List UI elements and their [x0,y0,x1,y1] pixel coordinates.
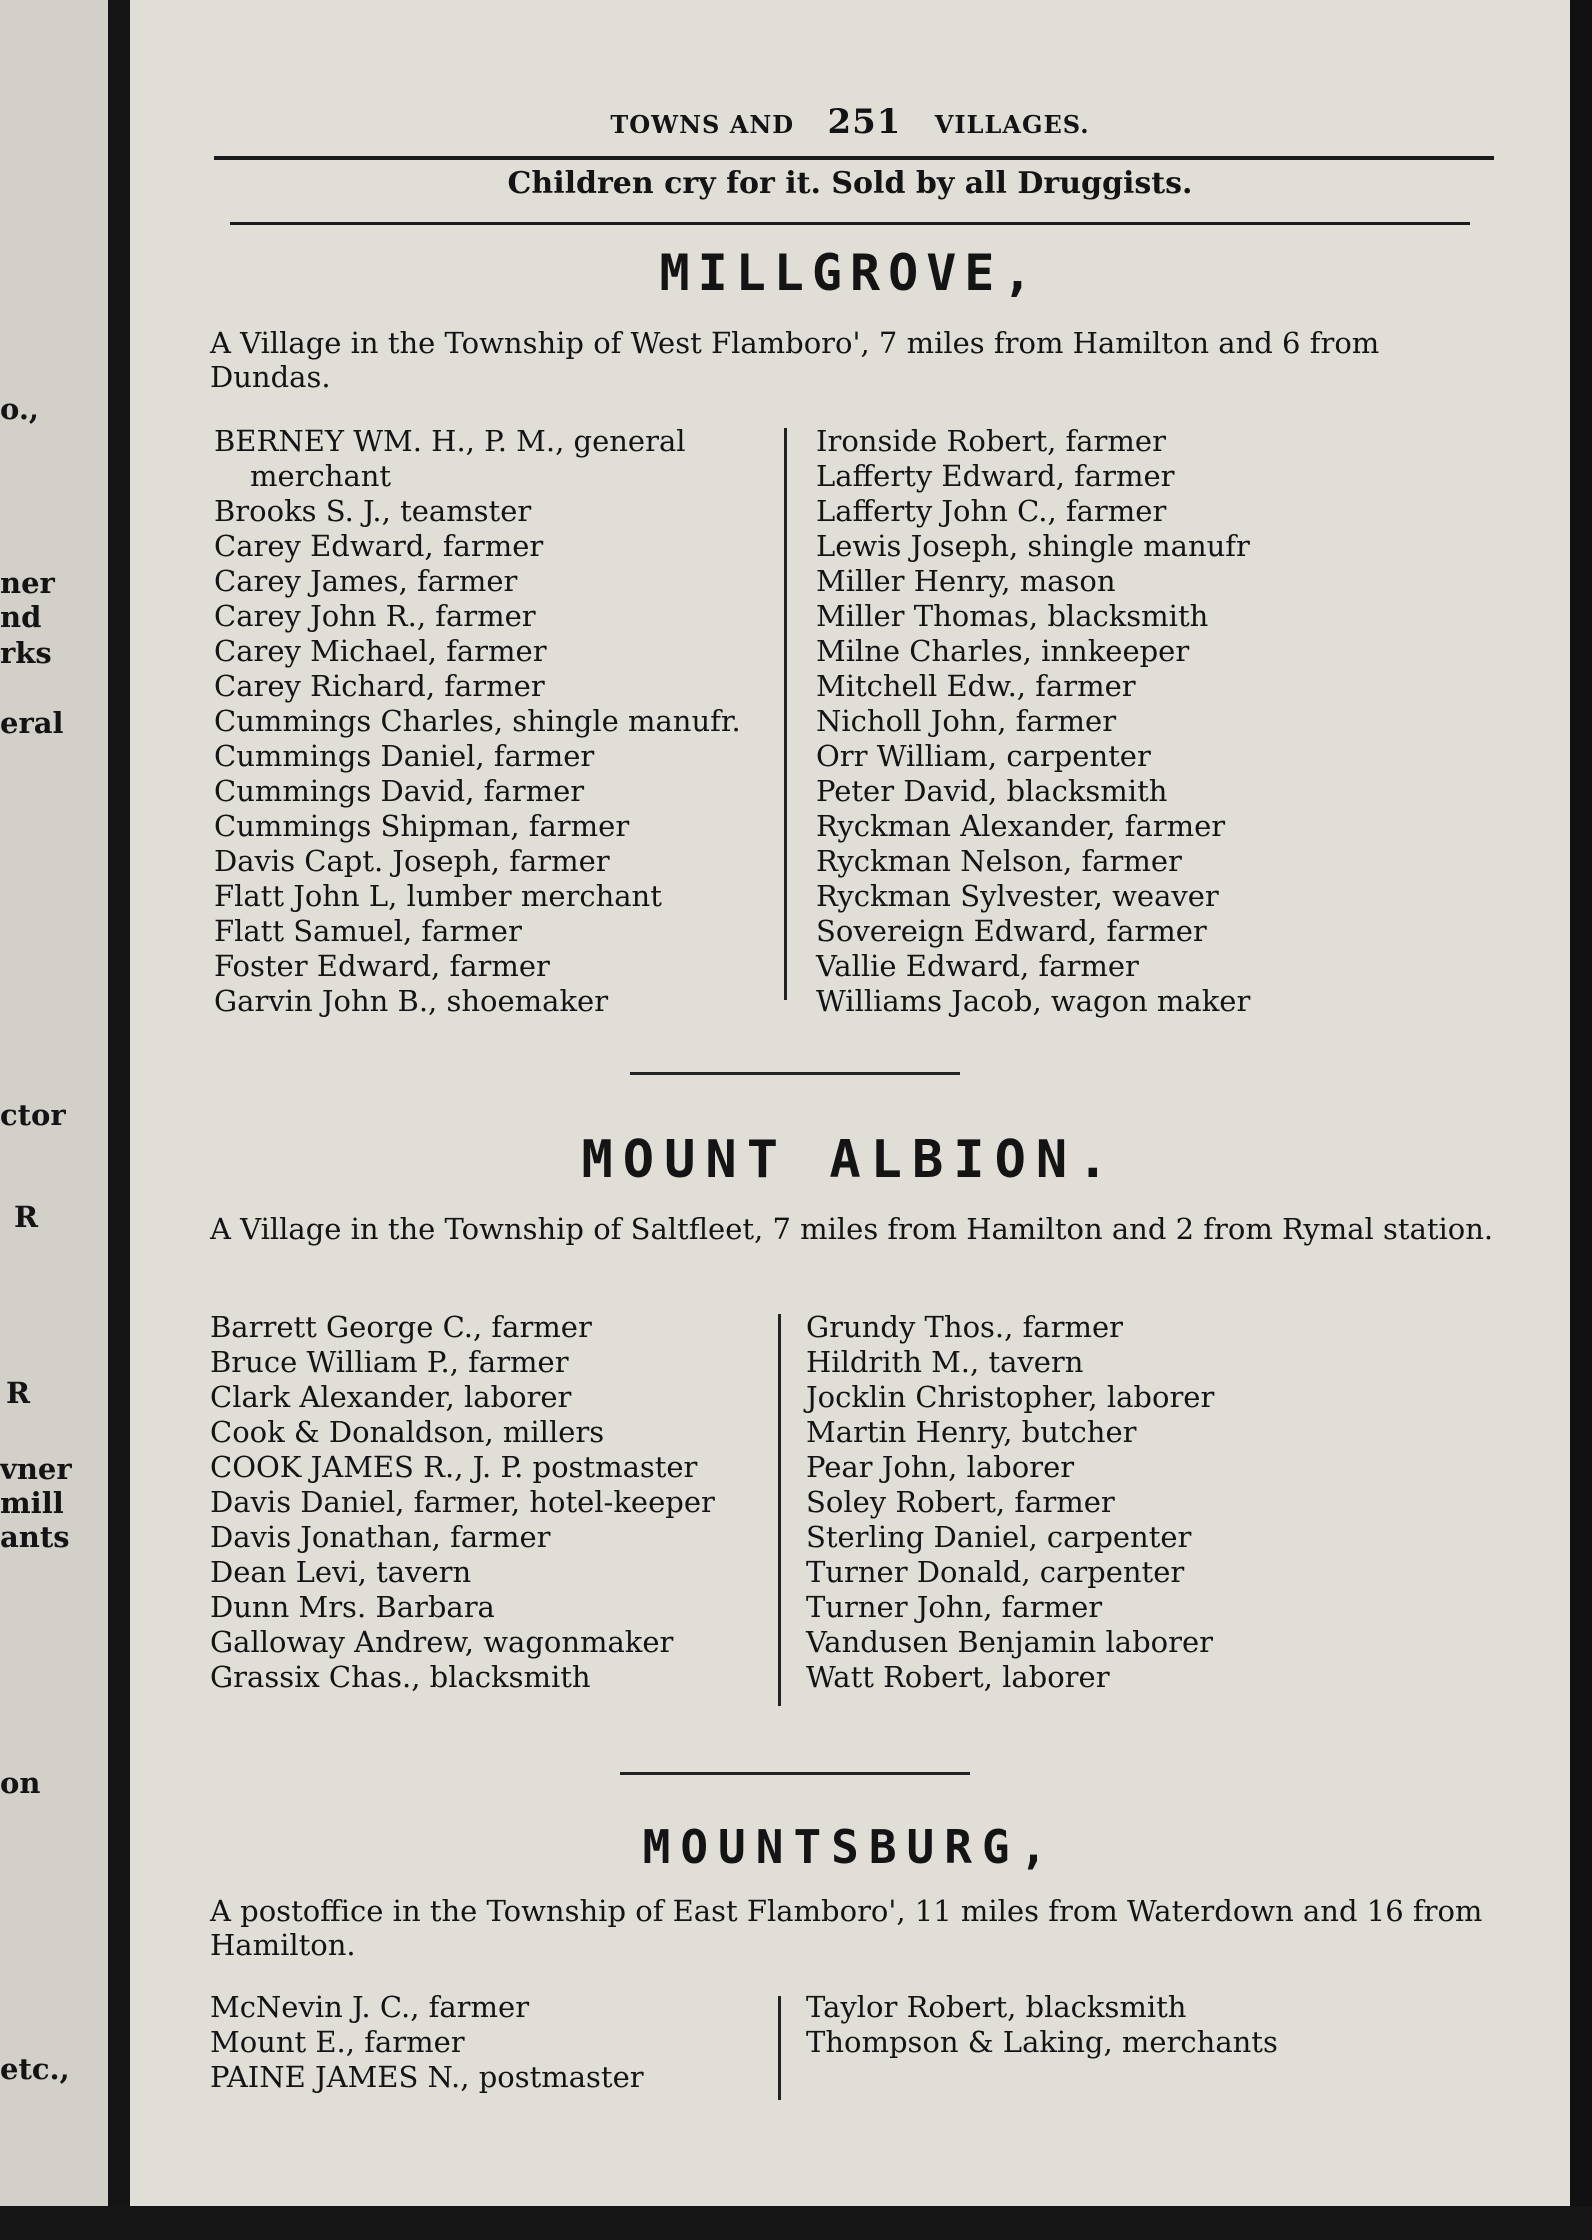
list-item: Turner John, farmer [806,1590,1103,1624]
list-item: Cummings Shipman, farmer [214,809,630,843]
list-item: Soley Robert, farmer [806,1485,1115,1519]
list-item: Sovereign Edward, farmer [816,914,1207,948]
list-item: Grundy Thos., farmer [806,1310,1123,1344]
directory-page [130,0,1570,2240]
running-head-mid: AND [729,110,795,139]
millgrove-right-column [816,424,1250,1019]
binding-gutter [108,0,130,2240]
list-item: Hildrith M., tavern [806,1345,1084,1379]
list-item: Cook & Donaldson, millers [210,1415,605,1449]
list-item: Cummings Daniel, farmer [214,739,595,773]
list-item: PAINE JAMES N., postmaster [210,2060,644,2094]
section-title-mountsburg: MOUNTSBURG, [642,1820,1058,1874]
advertisement-banner: Children cry for it. Sold by all Druggists. [507,166,1193,201]
section-separator [620,1772,970,1775]
header-rule [214,156,1494,160]
list-item: Martin Henry, butcher [806,1415,1137,1449]
fragment-text: ctor [0,1098,66,1132]
left-page-edge [0,0,116,2240]
list-item: Vandusen Benjamin laborer [806,1625,1214,1659]
mountsburg-left-column [210,1990,644,2095]
list-item: Orr William, carpenter [816,739,1151,773]
list-item: Carey Edward, farmer [214,529,544,563]
list-item: Barrett George C., farmer [210,1310,592,1344]
list-item: Turner Donald, carpenter [806,1555,1185,1589]
list-item: Milne Charles, innkeeper [816,634,1190,668]
list-item: merchant [250,459,392,493]
list-item: Ryckman Alexander, farmer [816,809,1226,843]
list-item: Carey Richard, farmer [214,669,545,703]
column-divider [778,1314,781,1706]
banner-rule [230,222,1470,225]
fragment-text: ner [0,566,55,600]
mountsburg-right-column [806,1990,1278,2060]
left-page-fragments [0,0,108,2206]
list-item: Foster Edward, farmer [214,949,550,983]
fragment-text: on [0,1766,41,1800]
section-separator [630,1072,960,1075]
list-item: Williams Jacob, wagon maker [816,984,1251,1018]
list-item: Galloway Andrew, wagonmaker [210,1625,674,1659]
list-item: Lewis Joseph, shingle manufr [816,529,1250,563]
list-item: Mitchell Edw., farmer [816,669,1136,703]
list-item: Sterling Daniel, carpenter [806,1520,1192,1554]
list-item: Mount E., farmer [210,2025,465,2059]
list-item: Dean Levi, tavern [210,1555,472,1589]
list-item: BERNEY WM. H., P. M., general [214,424,686,458]
list-item: Jocklin Christopher, laborer [806,1380,1215,1414]
list-item: Nicholl John, farmer [816,704,1117,738]
fragment-text: nd [0,600,42,634]
list-item: Pear John, laborer [806,1450,1075,1484]
list-item: Flatt John L, lumber merchant [214,879,662,913]
list-item: Ryckman Nelson, farmer [816,844,1182,878]
list-item: Carey Michael, farmer [214,634,547,668]
fragment-text: ants [0,1520,70,1554]
section-title-mount-albion: MOUNT ALBION. [581,1130,1119,1190]
list-item: Brooks S. J., teamster [214,494,532,528]
list-item: Miller Henry, mason [816,564,1116,598]
fragment-text: R [14,1200,39,1234]
list-item: Clark Alexander, laborer [210,1380,572,1414]
list-item: Peter David, blacksmith [816,774,1168,808]
fragment-text: eral [0,706,64,740]
list-item: Miller Thomas, blacksmith [816,599,1209,633]
list-item: Cummings Charles, shingle manufr. [214,704,741,738]
list-item: Carey James, farmer [214,564,518,598]
section-description-millgrove: A Village in the Township of West Flamboro', 7 miles from Hamilton and 6 from Dundas. [210,326,1380,394]
list-item: Davis Daniel, farmer, hotel-keeper [210,1485,715,1519]
list-item: Lafferty Edward, farmer [816,459,1175,493]
list-item: Thompson & Laking, merchants [806,2025,1278,2059]
column-divider [778,1996,781,2100]
column-divider [784,428,787,1000]
list-item: Ironside Robert, farmer [816,424,1166,458]
running-head [130,102,1570,142]
section-description-mountsburg: A postoffice in the Township of East Flamboro', 11 miles from Waterdown and 16 from Hamilton. [210,1894,1483,1962]
section-title-millgrove: MILLGROVE, [659,244,1041,302]
list-item: McNevin J. C., farmer [210,1990,530,2024]
fragment-text: etc., [0,2052,70,2086]
list-item: Flatt Samuel, farmer [214,914,522,948]
list-item: Dunn Mrs. Barbara [210,1590,495,1624]
millgrove-left-column [214,424,741,1019]
list-item: Davis Capt. Joseph, farmer [214,844,610,878]
bottom-scan-edge [0,2206,1592,2240]
running-head-right: VILLAGES. [934,110,1090,139]
list-item: Taylor Robert, blacksmith [806,1990,1187,2024]
mount-albion-left-column [210,1310,715,1695]
list-item: COOK JAMES R., J. P. postmaster [210,1450,698,1484]
running-head-left: TOWNS [610,110,721,139]
list-item: Bruce William P., farmer [210,1345,569,1379]
list-item: Davis Jonathan, farmer [210,1520,551,1554]
right-page-edge [1570,0,1592,2240]
list-item: Vallie Edward, farmer [816,949,1139,983]
fragment-text: mill [0,1486,64,1520]
list-item: Carey John R., farmer [214,599,536,633]
list-item: Grassix Chas., blacksmith [210,1660,591,1694]
page-number: 251 [827,102,902,142]
section-description-mount-albion: A Village in the Township of Saltfleet, 7 miles from Hamilton and 2 from Rymal station. [210,1212,1494,1246]
list-item: Lafferty John C., farmer [816,494,1167,528]
fragment-text: o., [0,392,40,426]
list-item: Cummings David, farmer [214,774,585,808]
list-item: Watt Robert, laborer [806,1660,1110,1694]
list-item: Ryckman Sylvester, weaver [816,879,1219,913]
fragment-text: R [6,1376,31,1410]
fragment-text: vner [0,1452,72,1486]
list-item: Garvin John B., shoemaker [214,984,609,1018]
fragment-text: rks [0,636,52,670]
mount-albion-right-column [806,1310,1214,1695]
